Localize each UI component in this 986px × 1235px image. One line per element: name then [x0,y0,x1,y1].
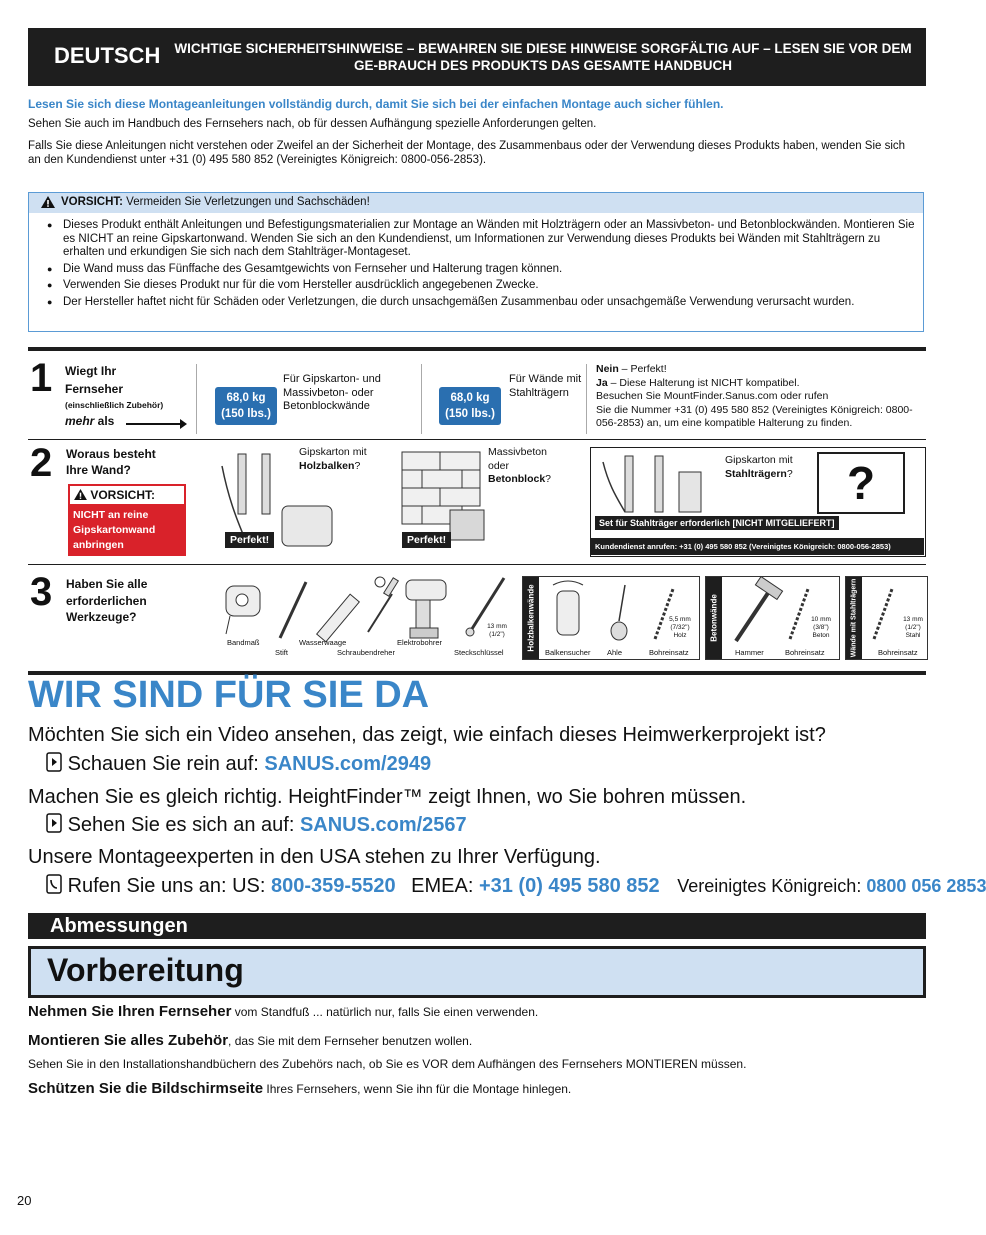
pencil-icon [280,582,306,638]
prep-t3: Ihres Fernsehers, wenn Sie ihn für die Montage hinlegen. [263,1082,572,1096]
ja-line3: Sie die Nummer +31 (0) 495 580 852 (Vereinigtes Königreich: 0800-056-2853) an, um eine kompatible Halterung zu finden. [596,403,913,429]
caution-item: ● Dieses Produkt enthält Anleitungen und Befestigungsmaterialien zur Montage an Wänden mit Holzträgern oder an Massivbeton- und Betonblockwänden. Montieren Sie es NICHT an reine Gipskartonwand. Wenden Sie sich an den Kundendienst, um Informationen zur Verwendung dieses Produkts bei Wänden mit Stahlträgern zu erhalten und erkundigen Sie sich nach dem Stahlträger-Montageset. [41,219,917,260]
step1-more: mehr [65,414,95,428]
prep-step2 [28,1032,472,1049]
concrete-size2: (3/8") [813,624,829,631]
weight-kg: 68,0 kg [226,392,266,404]
stud-finder-icon [553,581,583,635]
step-number: 3 [30,570,53,614]
caution-red-box [68,484,186,556]
steel-c: ? [786,467,793,480]
link-video[interactable]: SANUS.com/2949 [264,753,432,775]
drill-bit-icon [874,589,892,639]
support-line2: Machen Sie es gleich richtig. HeightFinder™ zeigt Ihnen, wo Sie bohren müssen. [28,786,747,808]
step2-q2: Ihre Wand? [66,463,131,477]
tool-level: Wasserwaage [299,638,347,647]
steel-stud-illustration [595,452,715,514]
caution-bar [29,193,923,213]
warning-icon [41,196,55,208]
wood-size3: Holz [673,632,687,639]
warning-icon [74,489,87,500]
safety-title: WICHTIGE SICHERHEITSHINWEISE – BEWAHREN SIE DIESE HINWEISE SORGFÄLTIG AUF – LESEN SIE VOR DEM GE-BRAUCH DES PRODUKTS DAS GESAMTE HANDBUCH [174,41,912,73]
prep-h3: Schützen Sie die Bildschirmseite [28,1080,264,1097]
steel-tools-strip [845,576,928,660]
video-icon [46,813,62,833]
steel-size1: 13 mm [903,616,923,623]
support-line1b [46,752,431,776]
steel-call-note: Kundendienst anrufen: +31 (0) 495 580 852 (Vereinigtes Königreich: 0800-056-2853) [591,538,924,555]
caution-text: Vermeiden Sie Verletzungen und Sachschäden! [122,196,370,208]
tool-bit: Bohreinsatz [878,648,918,657]
prep-step1 [28,1003,538,1020]
phone-uk[interactable]: 0800 056 2853 [866,876,986,896]
question-mark-icon: ? [817,452,905,514]
tool-tape: Bandmaß [227,638,260,647]
basic-tools-illustration [220,572,520,642]
intro-p1: Sehen Sie auch im Handbuch des Fernsehers nach, ob für dessen Aufhängung spezielle Anforderungen gelten. [28,118,597,130]
wood-c: ? [354,459,361,472]
support-line2b [46,813,467,837]
step3-question [66,576,147,626]
divider [28,564,926,565]
preparation-title: Vorbereitung [47,952,244,988]
steel-stud-box [590,447,926,557]
weight-badge [439,387,501,425]
step3-q2: erforderlichen [66,593,147,608]
wrench-in: (1/2") [489,631,505,638]
hammer-icon [736,577,783,641]
ja-line2: Besuchen Sie MountFinder.Sanus.com oder rufen [596,390,829,402]
step3-q3: Werkzeuge? [66,610,137,624]
steel-bit-size [898,616,928,640]
prep-t2b: Sehen Sie in den Installationshandbüchern des Zubehörs nach, ob Sie es VOR dem Aufhängen des Fernsehers MONTIEREN müssen. [28,1057,747,1071]
weight2-text: Für Wände mit Stahlträgern [509,373,582,399]
tool-hammer: Hammer [735,648,764,657]
link-heightfinder[interactable]: SANUS.com/2567 [299,814,467,836]
concrete-tools-strip [705,576,840,660]
tool-drill: Elektrobohrer [397,638,443,647]
support-line2b-text: Sehen Sie es sich an auf: [67,814,300,836]
wood-wall-label [299,446,367,473]
weight-lbs: (150 lbs.) [445,408,495,420]
arrow-right-icon [124,416,188,432]
dimensions-header [28,913,926,939]
tool-screwdriver: Schraubendreher [337,648,395,657]
ja-text: – Diese Halterung ist NICHT kompatibel. [607,376,800,389]
perfect-badge: Perfekt! [225,532,274,548]
uk-label: Vereinigtes Königreich: [677,876,867,896]
conc-a: Massivbeton [488,446,547,458]
intro-p2: Falls Sie diese Anleitungen nicht verstehen oder Zweifel an der Sicherheit der Montage, des Zusammenbaus oder der Verwendung dieses Produkts haben, wenden Sie sich an den Kundendienst unter +31 (0) 495 580 852 (Vereinigtes Königreich: 0800-056-2853). [28,140,906,166]
divider [586,364,587,434]
wood-strip-label [523,577,539,659]
steel-kit-note: Set für Stahlträger erforderlich [NICHT MITGELIEFERT] [595,516,839,530]
screwdriver-icon [368,577,398,632]
concrete-strip-label [706,577,722,659]
divider [196,364,197,434]
preparation-header [28,946,926,998]
step1-als: als [94,414,115,428]
caution-item: ● Der Hersteller haftet nicht für Schäden oder Verletzungen, die durch unsachgemäßen Zusammenbau oder unsachgemäße Verwendung verursacht wurden. [41,296,917,310]
tool-finder: Balkensucher [545,648,591,657]
weight-kg: 68,0 kg [450,392,490,404]
caution-list [41,219,917,312]
support-title: WIR SIND FÜR SIE DA [28,674,430,716]
wrench-size [480,623,514,639]
step1-q1: Wiegt Ihr [65,364,117,378]
perfect-badge: Perfekt! [402,532,451,548]
support-line3b [46,874,986,898]
wood-size1: 5,5 mm [669,616,691,623]
prep-h2: Montieren Sie alles Zubehör [28,1032,229,1049]
safety-header [28,28,926,86]
step3-q1: Haben Sie alle [66,577,148,591]
video-icon [46,752,62,772]
concrete-wall-label [488,446,551,487]
step-number: 1 [30,356,53,400]
support-line1: Möchten Sie sich ein Video ansehen, das zeigt, wie einfach dieses Heimwerkerprojekt ist? [28,724,826,746]
phone-icon [46,874,62,894]
language-label: DEUTSCH [54,43,161,68]
wood-label: Holzbalkenwände [526,584,536,652]
tool-wrench: Steckschlüssel [454,648,504,657]
tape-measure-icon [226,586,260,634]
weight-badge [215,387,277,425]
concrete-label: Betonwände [709,594,719,642]
steel-label: Wände mit Stahlträgern [850,578,858,658]
wood-size2: (7/32") [670,624,690,631]
support-line3b-text: Rufen Sie uns an: US: [67,875,272,897]
dimensions-title: Abmessungen [50,915,188,937]
wood-tools-strip [522,576,700,660]
page-number: 20 [17,1193,32,1208]
divider [421,364,422,434]
prep-t1: vom Standfuß ... natürlich nur, falls Sie einen verwenden. [231,1005,539,1019]
tool-bit: Bohreinsatz [785,648,825,657]
step1-q3: (einschließlich Zubehör) [65,400,164,410]
step-number: 2 [30,441,53,485]
divider [28,347,926,351]
tool-awl: Ahle [607,648,623,657]
conc-d: ? [545,473,552,485]
caution-label: VORSICHT: [90,488,156,502]
steel-size3: Stahl [905,632,921,639]
ja-label: Ja [596,376,608,389]
conc-c: Betonblock [488,473,546,485]
step2-question [66,446,156,478]
concrete-bit-size [802,616,840,640]
warn-nicht: NICHT [73,509,106,521]
weight-lbs: (150 lbs.) [221,408,271,420]
conc-b: oder [488,459,510,472]
weight1-text: Für Gipskarton- und Massivbeton- oder Betonblockwände [283,373,381,412]
drill-icon [406,580,446,638]
wood-bit-size [661,616,699,640]
caution-item: ● Die Wand muss das Fünffache des Gesamtgewichts von Fernseher und Halterung tragen können. [41,263,917,277]
intro-lead: Lesen Sie sich diese Montageanleitungen vollständig durch, damit Sie sich bei der einfachen Montage auch sicher fühlen. [28,97,724,111]
prep-t2: , das Sie mit dem Fernseher benutzen wollen. [228,1034,473,1048]
divider [28,439,926,440]
wrench-mm: 13 mm [487,623,507,630]
level-icon [317,594,360,642]
emea-label: EMEA: [411,875,479,897]
steel-b: Stahlträgern [725,467,787,480]
wood-a: Gipskarton mit [299,446,367,458]
caution-item: ● Verwenden Sie dieses Produkt nur für die vom Hersteller ausdrücklich angegebenen Zwecke. [41,279,917,293]
step1-q2: Fernseher [65,382,124,396]
steel-strip-label [846,577,862,659]
step1-answers [596,363,926,431]
support-line3: Unsere Montageexperten in den USA stehen zu Ihrer Verfügung. [28,846,601,868]
concrete-size1: 10 mm [811,616,831,623]
tool-bit: Bohreinsatz [649,648,689,657]
caution-box [28,192,924,332]
wood-b: Holzbalken [299,459,355,472]
steel-a: Gipskarton mit [725,454,793,466]
steel-size2: (1/2") [905,624,921,631]
caution-label: VORSICHT: [61,196,123,208]
steel-wall-label [725,454,793,481]
prep-step3 [28,1080,571,1097]
prep-h1: Nehmen Sie Ihren Fernseher [28,1003,232,1020]
awl-icon [611,585,627,640]
nein-text: – Perfekt! [618,363,667,375]
support-line1b-text: Schauen Sie rein auf: [67,753,265,775]
tool-pencil: Stift [275,648,288,657]
phone-us[interactable]: 800-359-5520 [271,875,396,897]
phone-emea[interactable]: +31 (0) 495 580 852 [478,875,660,897]
step2-q1: Woraus besteht [66,447,156,461]
nein-label: Nein [596,363,619,375]
warn-rest: an reine Gipskartonwand anbringen [73,509,156,551]
concrete-size3: Beton [812,632,830,639]
